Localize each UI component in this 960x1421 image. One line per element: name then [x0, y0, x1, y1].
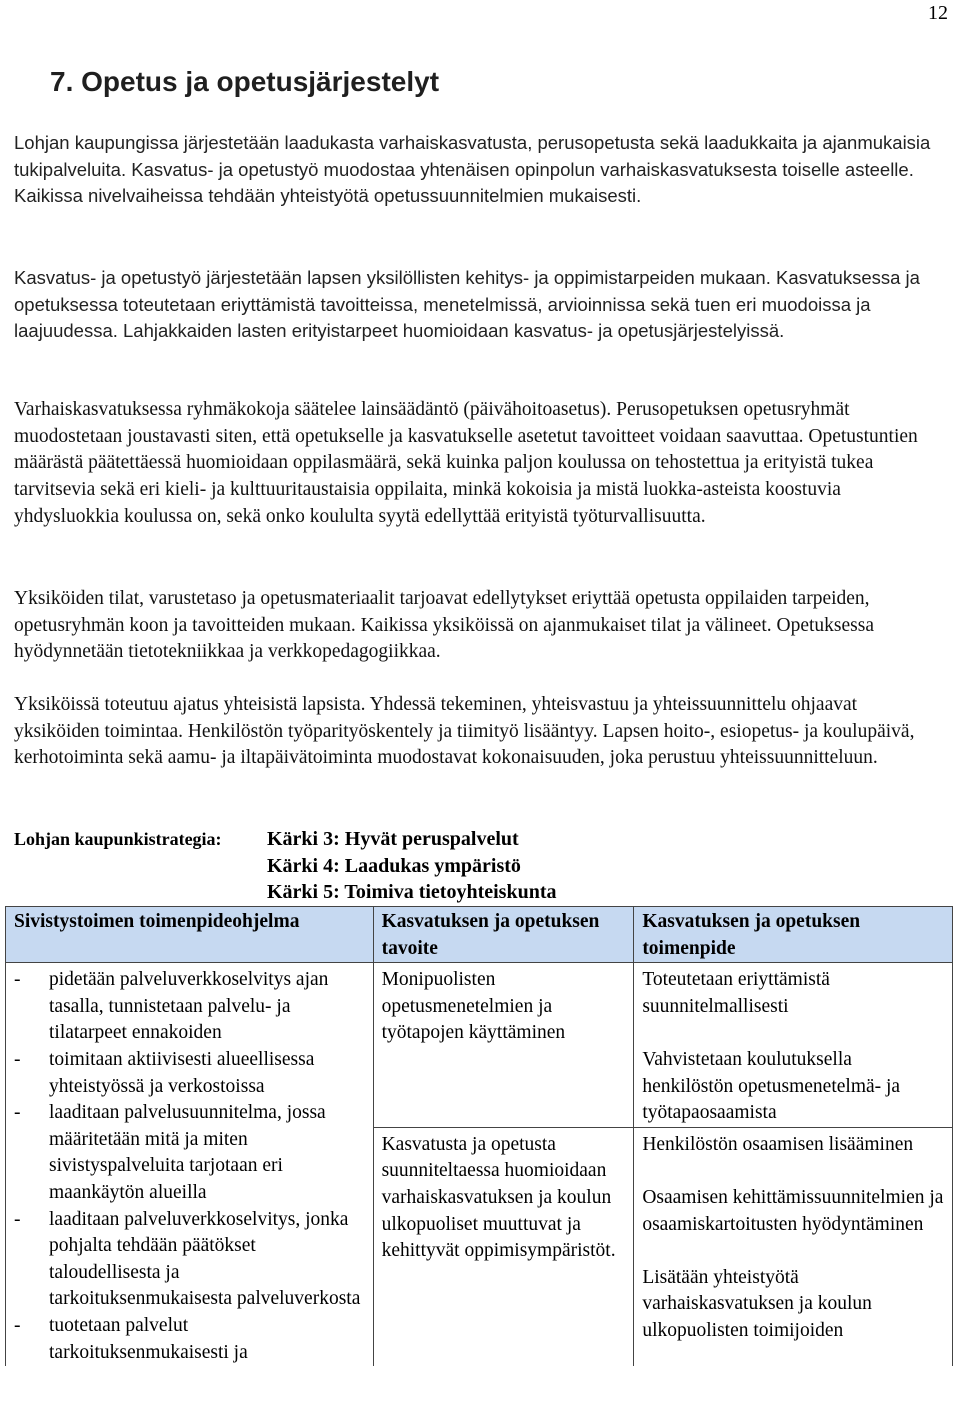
column-header-action: Kasvatuksen ja opetuksen toimenpide: [634, 907, 953, 963]
program-list: [14, 967, 365, 1366]
paragraph-group-sizes: Varhaiskasvatuksessa ryhmäkokoja säätelee lainsäädäntö (päivähoitoasetus). Perusopetuksen opetusryhmät muodostetaan joustavasti siten, että opetukselle ja kasvatukselle asetetut tavoitteet voidaan saavuttaa. Opetustuntien määrästä päätettäessä huomioidaan oppilasmäärä, sekä kuinka paljon koulussa on tehostettua ja erityistä tukea tarvitsevia sekä eri kieli- ja kulttuuritaustaisia oppilaita, minkä kokoisia ja mistä luokka-asteista koostuvia yhdysluokkia koulussa on, sekä onko koululta syytä edellyttää erityistä työturvallisuutta.: [14, 399, 918, 527]
action-text: Vahvistetaan koulutuksella henkilöstön opetusmenetelmä- ja työtapaosaamista: [642, 1048, 901, 1124]
program-cell: [6, 963, 374, 1366]
intro-paragraph: Lohjan kaupungissa järjestetään laadukasta varhaiskasvatusta, perusopetusta sekä laadukkaita ja ajanmukaisia tukipalveluita. Kasvatus- ja opetustyö muodostaa yhtenäisen opinpolun varhaiskasvatuksesta toiselle asteelle. Kaikissa nivelvaiheissa tehdään yhteistyötä opetussuunnitelmien mukaisesti.: [14, 132, 931, 207]
column-header-goal: Kasvatuksen ja opetuksen tavoite: [373, 907, 634, 963]
strategy-item: Kärki 4: Laadukas ympäristö: [267, 854, 521, 877]
goal-cell: [373, 1127, 634, 1366]
list-item: - laaditaan palvelusuunnitelma, jossa määritetään mitä ja miten sivistyspalveluita tarjotaan eri maankäytön alueilla: [14, 1100, 365, 1206]
action-cell: [634, 963, 953, 1128]
section-heading: 7. Opetus ja opetusjärjestelyt: [50, 66, 440, 97]
table-row: [6, 963, 953, 1128]
list-item: - tuotetaan palvelut tarkoituksenmukaisesti ja: [14, 1313, 365, 1366]
paragraph-shared-children: Yksiköissä toteutuu ajatus yhteisistä lapsista. Yhdessä tekeminen, yhteisvastuu ja yhteissuunnittelu ohjaavat yksiköiden toimintaa. Henkilöstön työparityöskentely ja tiimityö lisääntyy. Lapsen hoito-, esiopetus- ja koulupäivä, kerhotoiminta sekä aamu- ja iltapäivätoiminta muodostavat kokonaisuuden, joka perustuu yhteissuunnitteluun.: [14, 694, 915, 769]
paragraph-facilities: Yksiköiden tilat, varustetaso ja opetusmateriaalit tarjoavat edellytykset eriyttää opetusta oppilaiden tarpeiden, opetusryhmän koon ja tavoitteiden mukaan. Kaikissa yksiköissä on ajanmukaiset tilat ja välineet. Opetuksessa hyödynnetään tietotekniikkaa ja verkkopedagogiikkaa.: [14, 588, 874, 663]
strategy-label: Lohjan kaupunkistrategia:: [14, 829, 222, 849]
goal-cell: [373, 963, 634, 1128]
action-text: Osaamisen kehittämissuunnitelmien ja osaamiskartoitusten hyödyntäminen: [642, 1186, 944, 1235]
list-item: - pidetään palveluverkkoselvitys ajan tasalla, tunnistetaan palvelu- ja tilatarpeet ennakoiden: [14, 967, 365, 1047]
page-number: 12: [928, 2, 948, 24]
paragraph-individual-needs: Kasvatus- ja opetustyö järjestetään lapsen yksilöllisten kehitys- ja oppimistarpeiden mukaan. Kasvatuksessa ja opetuksessa toteutetaan eriyttämistä tavoitteissa, menetelmissä, arvioinnissa sekä tuen eri muodoissa ja laajuudessa. Lahjakkaiden lasten erityistarpeet huomioidaan kasvatus- ja opetusjärjestelyissä.: [14, 267, 920, 342]
strategy-item: Kärki 5: Toimiva tietoyhteiskunta: [267, 881, 557, 903]
list-item: - toimitaan aktiivisesti alueellisessa yhteistyössä ja verkostoissa: [14, 1047, 365, 1100]
action-text: Henkilöstön osaamisen lisääminen: [642, 1133, 914, 1155]
column-header-program: Sivistystoimen toimenpideohjelma: [6, 907, 374, 963]
table-header-row: [6, 907, 953, 963]
strategy-item: Kärki 3: Hyvät peruspalvelut: [267, 828, 519, 850]
action-text: Lisätään yhteistyötä varhaiskasvatuksen ja koulun ulkopuolisten toimijoiden: [642, 1266, 872, 1341]
action-plan-table: [5, 906, 953, 1366]
goal-text: Kasvatusta ja opetusta suunniteltaessa huomioidaan varhaiskasvatuksen ja koulun ulkopuoliset muuttuvat ja kehittyvät oppimisympäristöt.: [381, 1133, 616, 1262]
action-cell: [634, 1127, 953, 1366]
strategy-items: [267, 826, 556, 906]
list-item: - laaditaan palveluverkkoselvitys, jonka pohjalta tehdään päätökset taloudellisesta ja tarkoituksenmukaisesta palveluverkosta: [14, 1207, 365, 1313]
goal-text: Monipuolisten opetusmenetelmien ja työtapojen käyttäminen: [381, 969, 566, 1044]
action-text: Toteutetaan eriyttämistä suunnitelmallisesti: [642, 969, 830, 1017]
